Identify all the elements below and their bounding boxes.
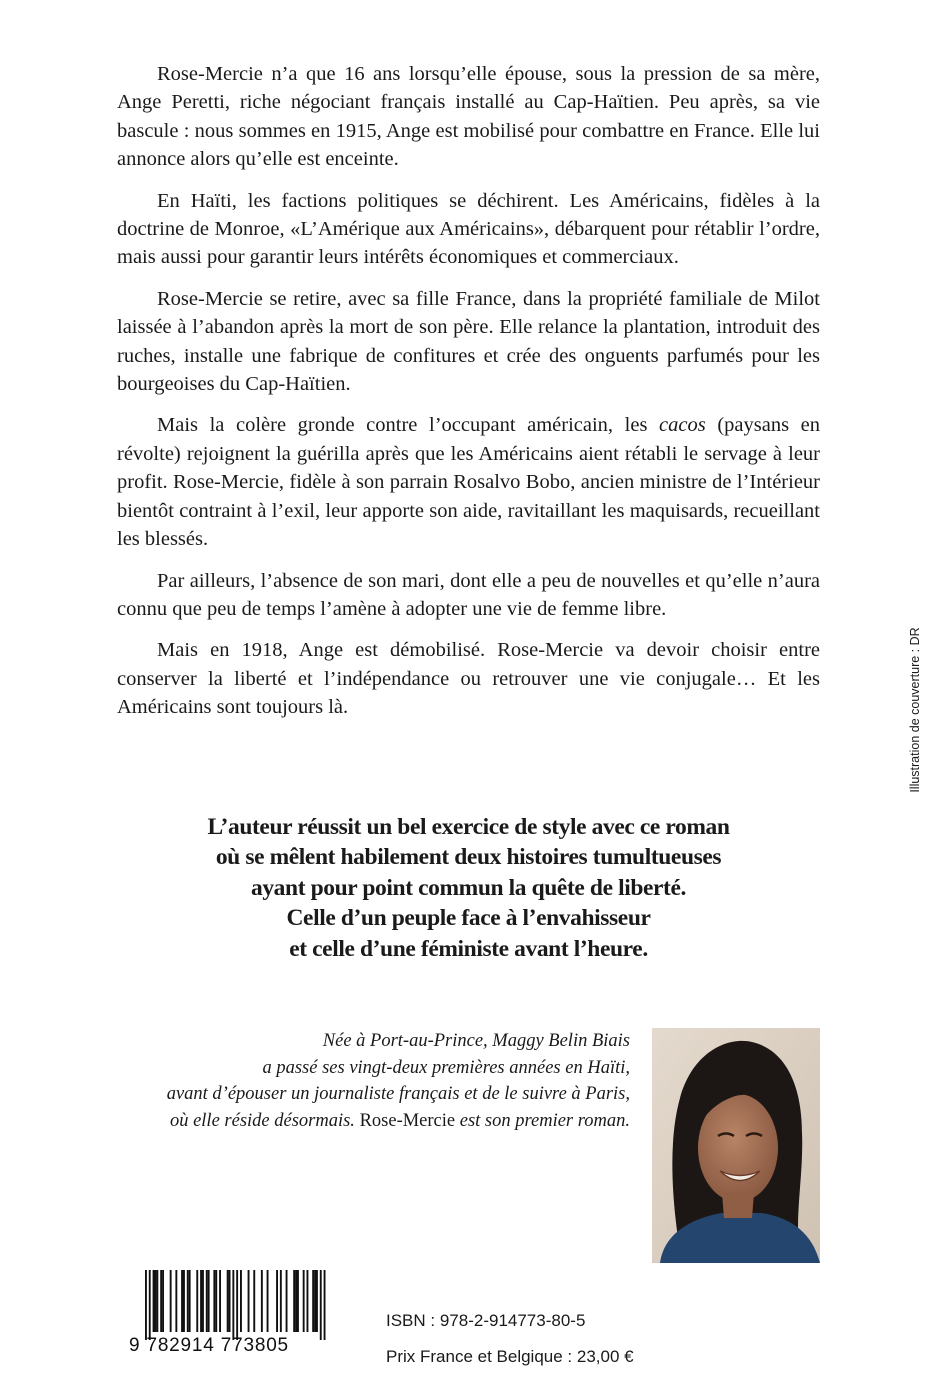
book-title: Rose-Mercie: [359, 1110, 456, 1131]
barcode-bar: [312, 1270, 314, 1332]
pitch-line: et celle d’une féministe avant l’heure.: [289, 935, 648, 962]
isbn-number: ISBN : 978-2-914773-80-5: [386, 1311, 586, 1330]
pitch-line: L’auteur réussit un bel exercice de style avec ce roman: [207, 814, 730, 840]
barcode-bar: [293, 1270, 295, 1332]
synopsis-paragraph: Par ailleurs, l’absence de son mari, dont elle a peu de nouvelles et qu’elle n’aura connu que peu de temps l’amène à adopter une vie de femme libre.: [117, 569, 820, 620]
barcode-bar: [261, 1270, 263, 1332]
barcode-bar: [248, 1270, 250, 1332]
barcode-bar: [267, 1270, 269, 1332]
barcode-bar: [303, 1270, 305, 1332]
author-bio: [100, 1028, 630, 1134]
bio-line: [100, 1108, 630, 1135]
cover-illustration-credit: Illustration de couverture : DR: [908, 627, 922, 793]
pitch-line: où se mêlent habilement deux histoires tumultueuses: [215, 844, 722, 871]
barcode-bar: [232, 1270, 234, 1340]
barcode-bar: [145, 1270, 147, 1340]
barcode-bar: [208, 1270, 210, 1332]
barcode-bar: [280, 1270, 282, 1332]
barcode-bar: [183, 1270, 185, 1332]
synopsis-paragraph: Rose-Mercie se retire, avec sa fille France, dans la propriété familiale de Milot laissée à l’abandon après la mort de son père. Elle relance la plantation, introduit des ruches, installe une fabrique de confitures et crée des onguents parfumés pour les bourgeoises du Cap-Haïtien.: [117, 287, 820, 396]
bio-line: Née à Port-au-Prince, Maggy Belin Biais: [322, 1031, 630, 1051]
pitch-quote: [117, 812, 820, 964]
barcode-bar: [307, 1270, 309, 1332]
barcode-bar: [196, 1270, 198, 1332]
barcode-bar: [227, 1270, 229, 1332]
bio-line: a passé ses vingt-deux premières années en Haïti,: [262, 1057, 630, 1078]
barcode-bar: [155, 1270, 157, 1332]
barcode-bar: [170, 1270, 172, 1332]
synopsis-paragraph: Rose-Mercie n’a que 16 ans lorsqu’elle épouse, sous la pression de sa mère, Ange Peretti, riche négociant français installé au Cap-Haïtien. Peu après, sa vie bascule : nous sommes en 1915, Ange est mobilisé pour combattre en France. Elle lui annonce alors qu’elle est enceinte.: [117, 63, 820, 171]
synopsis-italic-term: cacos: [659, 414, 706, 437]
barcode-bar: [153, 1270, 155, 1332]
barcode-bar: [295, 1270, 297, 1332]
synopsis-paragraph: Mais en 1918, Ange est démobilisé. Rose-Mercie va devoir choisir entre conserver la liberté et l’indépendance ou retrouver une vie conjugale… Et les Américains sont toujours là.: [117, 639, 820, 719]
barcode-bar: [187, 1270, 189, 1332]
barcode-bar: [202, 1270, 204, 1332]
barcode-bar: [206, 1270, 208, 1332]
synopsis-paragraph: [117, 411, 820, 553]
price-label: Prix France et Belgique : 23,00 €: [386, 1347, 634, 1366]
bio-text: où elle réside désormais.: [169, 1110, 360, 1131]
barcode-bar: [213, 1270, 215, 1332]
isbn-barcode: [129, 1270, 336, 1392]
barcode-bar: [236, 1270, 238, 1340]
synopsis-paragraph: En Haïti, les factions politiques se déchirent. Les Américains, fidèles à la doctrine de Monroe, «L’Amérique aux Américains», débarquent pour rétablir l’ordre, mais aussi pour garantir leurs intérêts économiques et commerciaux.: [117, 189, 820, 269]
synopsis: [117, 60, 820, 735]
barcode-bar: [149, 1270, 151, 1340]
barcode-bar: [156, 1270, 158, 1332]
barcode-digits: 9 782914 773805: [129, 1335, 289, 1356]
barcode-bar: [160, 1270, 162, 1332]
barcode-bar: [314, 1270, 316, 1332]
synopsis-text: Mais la colère gronde contre l’occupant américain, les: [157, 414, 660, 437]
barcode-bar: [297, 1270, 299, 1332]
barcode-bar: [219, 1270, 221, 1332]
barcode-bar: [276, 1270, 278, 1332]
barcode-bar: [229, 1270, 231, 1332]
barcode-bar: [320, 1270, 322, 1340]
bio-text: est son premier roman.: [455, 1110, 630, 1131]
barcode-bar: [181, 1270, 183, 1332]
bio-line: avant d’épouser un journaliste français et de le suivre à Paris,: [166, 1084, 630, 1104]
synopsis-text: (paysans en révolte) rejoignent la guérilla après que les Américains aient rétabli le servage à leur profit. Rose-Mercie, fidèle à son parrain Rosalvo Bobo, ancien ministre de l’Intérieur bientôt contraint à l’exil, leur apporte son aide, ravitaillant les maquisards, recueillant les blessés.: [117, 414, 820, 551]
barcode-bar: [189, 1270, 191, 1332]
barcode-bar: [215, 1270, 217, 1332]
barcode-bar: [200, 1270, 202, 1332]
barcode-bar: [253, 1270, 255, 1332]
barcode-bar: [240, 1270, 242, 1332]
pitch-line: Celle d’un peuple face à l’envahisseur: [286, 905, 651, 932]
barcode-bar: [162, 1270, 164, 1332]
barcode-bar: [324, 1270, 326, 1340]
barcode-bar: [316, 1270, 318, 1332]
pitch-line: ayant pour point commun la quête de liberté.: [250, 874, 686, 901]
barcode-bar: [175, 1270, 177, 1332]
author-photo: [652, 1028, 820, 1263]
barcode-bar: [286, 1270, 288, 1332]
